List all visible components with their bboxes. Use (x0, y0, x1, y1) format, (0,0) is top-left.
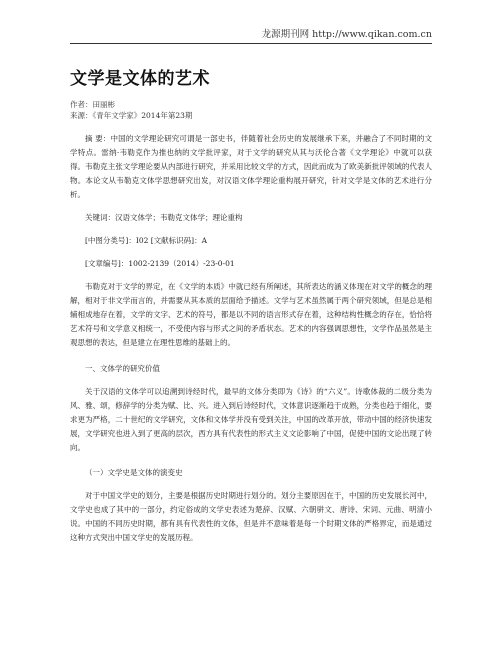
article-number: [文章编号]：1002-2139（2014）-23-0-01 (85, 259, 235, 268)
subsection-paragraph: 对于中国文学史的划分，主要是根据历史时期进行划分的。划分主要原因在于，中国的历史发展长河中，文学史也成了其中的一部分，约定俗成的文学史表述为楚辞、汉赋、六朝骈文、唐诗、宋词、元曲、明清小说。中国的不同历史时期，都有具有代表性的文体，但是并不意味着是每一个时期文体的严格界定，而是通过这种方式突出中国文学史的发展历程。 (70, 491, 432, 542)
subsection-heading: （一）文学史是文体的演变史 (85, 468, 183, 477)
site-header: 龙源期刊网 http://www.qikan.com.cn (261, 29, 432, 40)
article-title: 文学是文体的艺术 (70, 69, 210, 89)
author-line: 作者：田丽彬 (70, 100, 115, 109)
header-divider (70, 43, 432, 44)
abstract: 摘 要：中国的文学理论研究可谓是一部史书，伴随着社会历史的发展继承下来，并融合了不同时期的文学特点。雷纳·韦勒克作为推也纳的文学批评家，对于文学的研究从其与沃伦合著《文学理论》中就可以获得。韦勒克主张文学理论要从内部进行研究，并采用比较文学的方式，因此而成为了欧美新批评领域的代表人物。本论文从韦勒克文体学思想研究出发，对汉语文体学理论重构展开研究，针对文学是文体的艺术进行分析。 (70, 134, 432, 199)
section-heading: 一、文体学的研究价值 (85, 364, 160, 373)
intro-paragraph: 韦勒克对于文学的界定，在《文学的本质》中就已经有所阐述，其所表达的涵义体现在对文学的概念的理解，相对于非文学而言的，并需要从其本质的层面给予描述。文学与艺术虽然属于两个研究领域，但是总是相辅相成地存在着，文学的文字、艺术的符号，都是以不同的语言形式存在着，这种结构性概念的存在，恰恰将艺术符号和文学意义相统一，不受使内容与形式之间的矛盾状态。艺术的内容强调思想性，文学作品虽然是主观思想的表达，但是建立在理性思维的基础上的。 (70, 282, 432, 347)
keywords: 关键词：汉语文体学；韦勒克文体学；理论重构 (85, 213, 243, 222)
section-paragraph: 关于汉语的文体学可以追溯到诗经时代，最早的文体分类即为《诗》的“六义”。诗歌体裁的二级分类为风、雅、颂，修辞学的分类为赋、比、兴。进入到后诗经时代，文体意识逐渐趋于成熟，分类也趋于细化，要求更为严格，二十世纪的文学研究，文体和文体学并没有受到关注，中国的改革开放，带动中国的经济快速发展，文学研究也进入到了更高的层次，西方具有代表性的形式主义文论影响了中国，促使中国的文论出现了转向。 (70, 387, 432, 452)
classification: [中图分类号]：I02 [文献标识码]：A (85, 236, 208, 245)
article (70, 64, 432, 545)
source-line: 来源：《青年文学家》2014年第23期 (70, 111, 193, 120)
